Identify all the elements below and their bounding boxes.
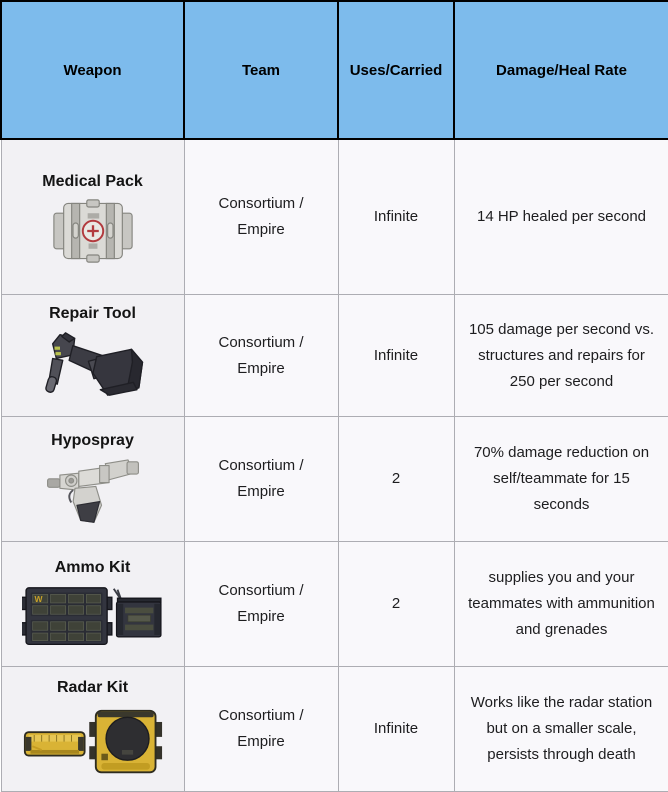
- weapon-cell: [1, 139, 184, 295]
- column-header-team: Team: [184, 1, 338, 139]
- medical-pack-icon: [53, 199, 133, 263]
- weapon-name: Repair Tool: [49, 304, 136, 322]
- team-cell: Consortium / Empire: [184, 139, 338, 295]
- weapon-name: Hypospray: [51, 431, 134, 449]
- table-row: [1, 667, 668, 792]
- weapon-cell: [1, 542, 184, 667]
- radar-kit-icon: [23, 705, 163, 780]
- rate-cell: 14 HP healed per second: [454, 139, 668, 295]
- column-header-rate: Damage/Heal Rate: [454, 1, 668, 139]
- weapon-name: Radar Kit: [56, 679, 129, 696]
- weapon-cell: [1, 417, 184, 542]
- weapon-cell: [1, 667, 184, 792]
- header-row: [1, 1, 668, 139]
- table-row: [1, 417, 668, 542]
- uses-cell: 2: [338, 417, 454, 542]
- rate-cell: 105 damage per second vs. structures and repairs for 250 per second: [454, 295, 668, 417]
- team-cell: Consortium / Empire: [184, 295, 338, 417]
- repair-tool-icon: [38, 331, 148, 408]
- weapon-name: Medical Pack: [42, 172, 143, 190]
- svg-text:W: W: [34, 593, 43, 604]
- rate-cell: Works like the radar station but on a smaller scale, persists through death: [454, 667, 668, 792]
- table-row: [1, 542, 668, 667]
- hypospray-icon: [45, 458, 141, 528]
- table-row: [1, 139, 668, 295]
- table-row: [1, 295, 668, 417]
- uses-cell: Infinite: [338, 295, 454, 417]
- rate-cell: 70% damage reduction on self/teammate for 15 seconds: [454, 417, 668, 542]
- rate-cell: supplies you and your teammates with ammunition and grenades: [454, 542, 668, 667]
- column-header-uses: Uses/Carried: [338, 1, 454, 139]
- ammo-kit-icon: [22, 585, 164, 651]
- weapon-name: Ammo Kit: [54, 558, 131, 576]
- weapon-cell: [1, 295, 184, 417]
- uses-cell: 2: [338, 542, 454, 667]
- uses-cell: Infinite: [338, 667, 454, 792]
- uses-cell: Infinite: [338, 139, 454, 295]
- team-cell: Consortium / Empire: [184, 417, 338, 542]
- team-cell: Consortium / Empire: [184, 667, 338, 792]
- team-cell: Consortium / Empire: [184, 542, 338, 667]
- column-header-weapon: Weapon: [1, 1, 184, 139]
